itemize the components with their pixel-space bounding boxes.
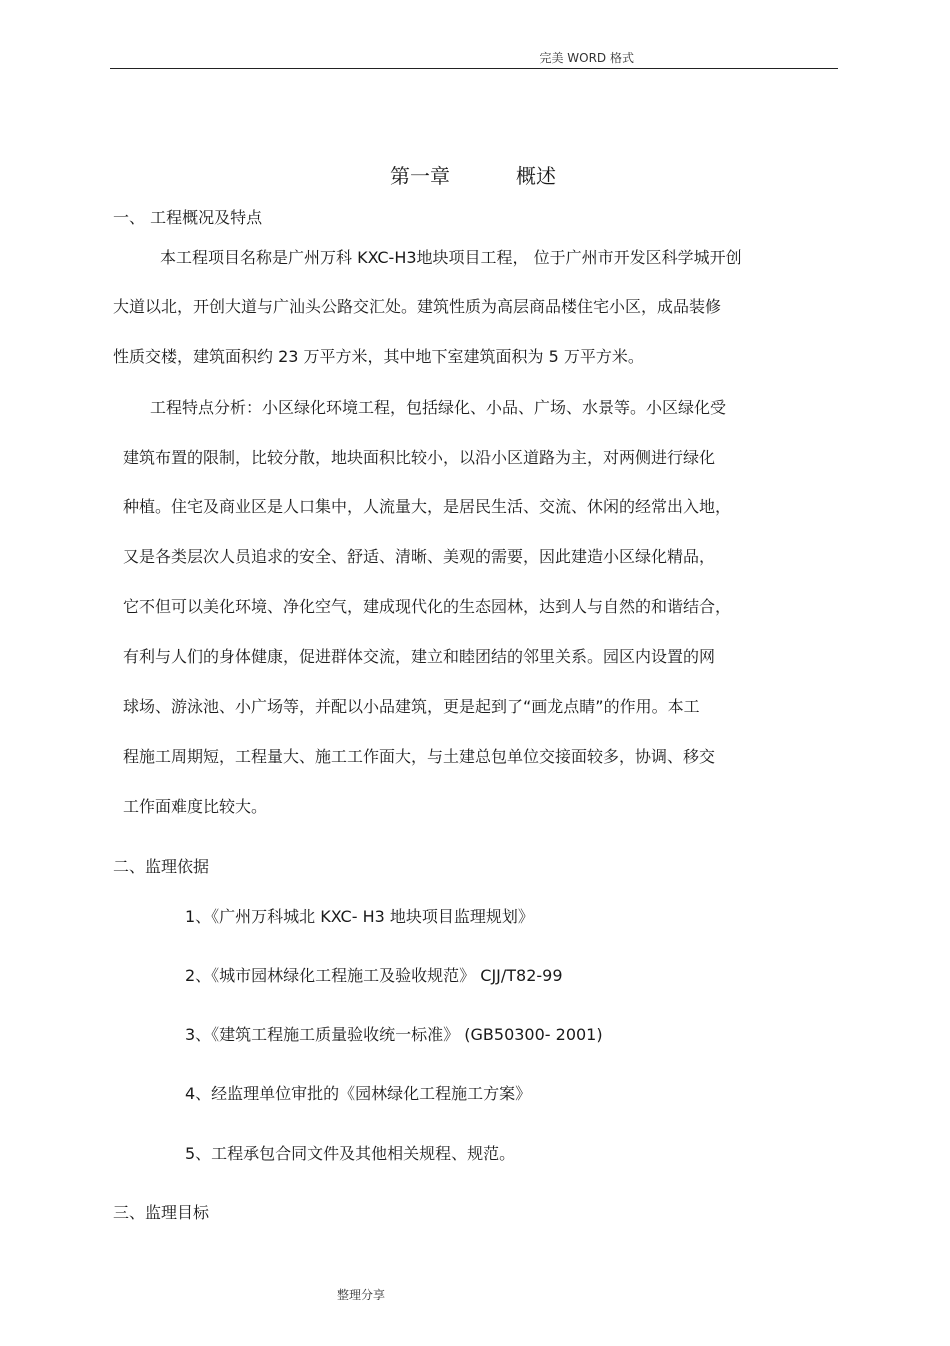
section-heading-goals: 三、监理目标 bbox=[113, 1203, 210, 1222]
list-item: 1、《广州万科城北 KXC- H3 地块项目监理规划》 bbox=[185, 907, 534, 926]
section-heading-overview: 一、 工程概况及特点 bbox=[113, 208, 263, 227]
chapter-title: 概述 bbox=[516, 164, 556, 188]
paragraph-line: 大道以北，开创大道与广汕头公路交汇处。建筑性质为高层商品楼住宅小区，成品装修 bbox=[113, 297, 722, 316]
paragraph-line: 种植。住宅及商业区是人口集中，人流量大，是居民生活、交流、休闲的经常出入地， bbox=[123, 497, 732, 516]
paragraph-line: 球场、游泳池、小广场等，并配以小品建筑，更是起到了“画龙点睛”的作用。本工 bbox=[123, 697, 700, 716]
section-heading-basis: 二、监理依据 bbox=[113, 857, 210, 876]
paragraph-line: 又是各类层次人员追求的安全、舒适、清晰、美观的需要，因此建造小区绿化精品， bbox=[123, 547, 716, 566]
page-header: 完美 WORD 格式 bbox=[539, 51, 634, 65]
paragraph-line: 建筑布置的限制，比较分散，地块面积比较小，以沿小区道路为主，对两侧进行绿化 bbox=[123, 448, 716, 467]
list-item: 5、工程承包合同文件及其他相关规程、规范。 bbox=[185, 1144, 516, 1163]
list-item: 2、《城市园林绿化工程施工及验收规范》 CJJ/T82-99 bbox=[185, 966, 563, 985]
list-item: 3、《建筑工程施工质量验收统一标准》 (GB50300- 2001) bbox=[185, 1025, 603, 1044]
chapter-number: 第一章 bbox=[390, 164, 450, 188]
paragraph-line: 性质交楼，建筑面积约 23 万平方米，其中地下室建筑面积为 5 万平方米。 bbox=[113, 347, 644, 366]
page-footer: 整理分享 bbox=[337, 1288, 386, 1302]
header-rule bbox=[110, 68, 838, 69]
paragraph-line: 有利与人们的身体健康，促进群体交流，建立和睦团结的邻里关系。园区内设置的网 bbox=[123, 647, 716, 666]
list-item: 4、经监理单位审批的《园林绿化工程施工方案》 bbox=[185, 1084, 532, 1103]
paragraph-line: 工程特点分析：小区绿化环境工程，包括绿化、小品、广场、水景等。小区绿化受 bbox=[150, 398, 727, 417]
paragraph-line: 程施工周期短，工程量大、施工工作面大，与土建总包单位交接面较多，协调、移交 bbox=[123, 747, 716, 766]
paragraph-line: 本工程项目名称是广州万科 KXC-H3地块项目工程， 位于广州市开发区科学城开创 bbox=[160, 248, 742, 267]
paragraph-line: 工作面难度比较大。 bbox=[123, 797, 268, 816]
paragraph-line: 它不但可以美化环境、净化空气，建成现代化的生态园林，达到人与自然的和谐结合， bbox=[123, 597, 732, 616]
